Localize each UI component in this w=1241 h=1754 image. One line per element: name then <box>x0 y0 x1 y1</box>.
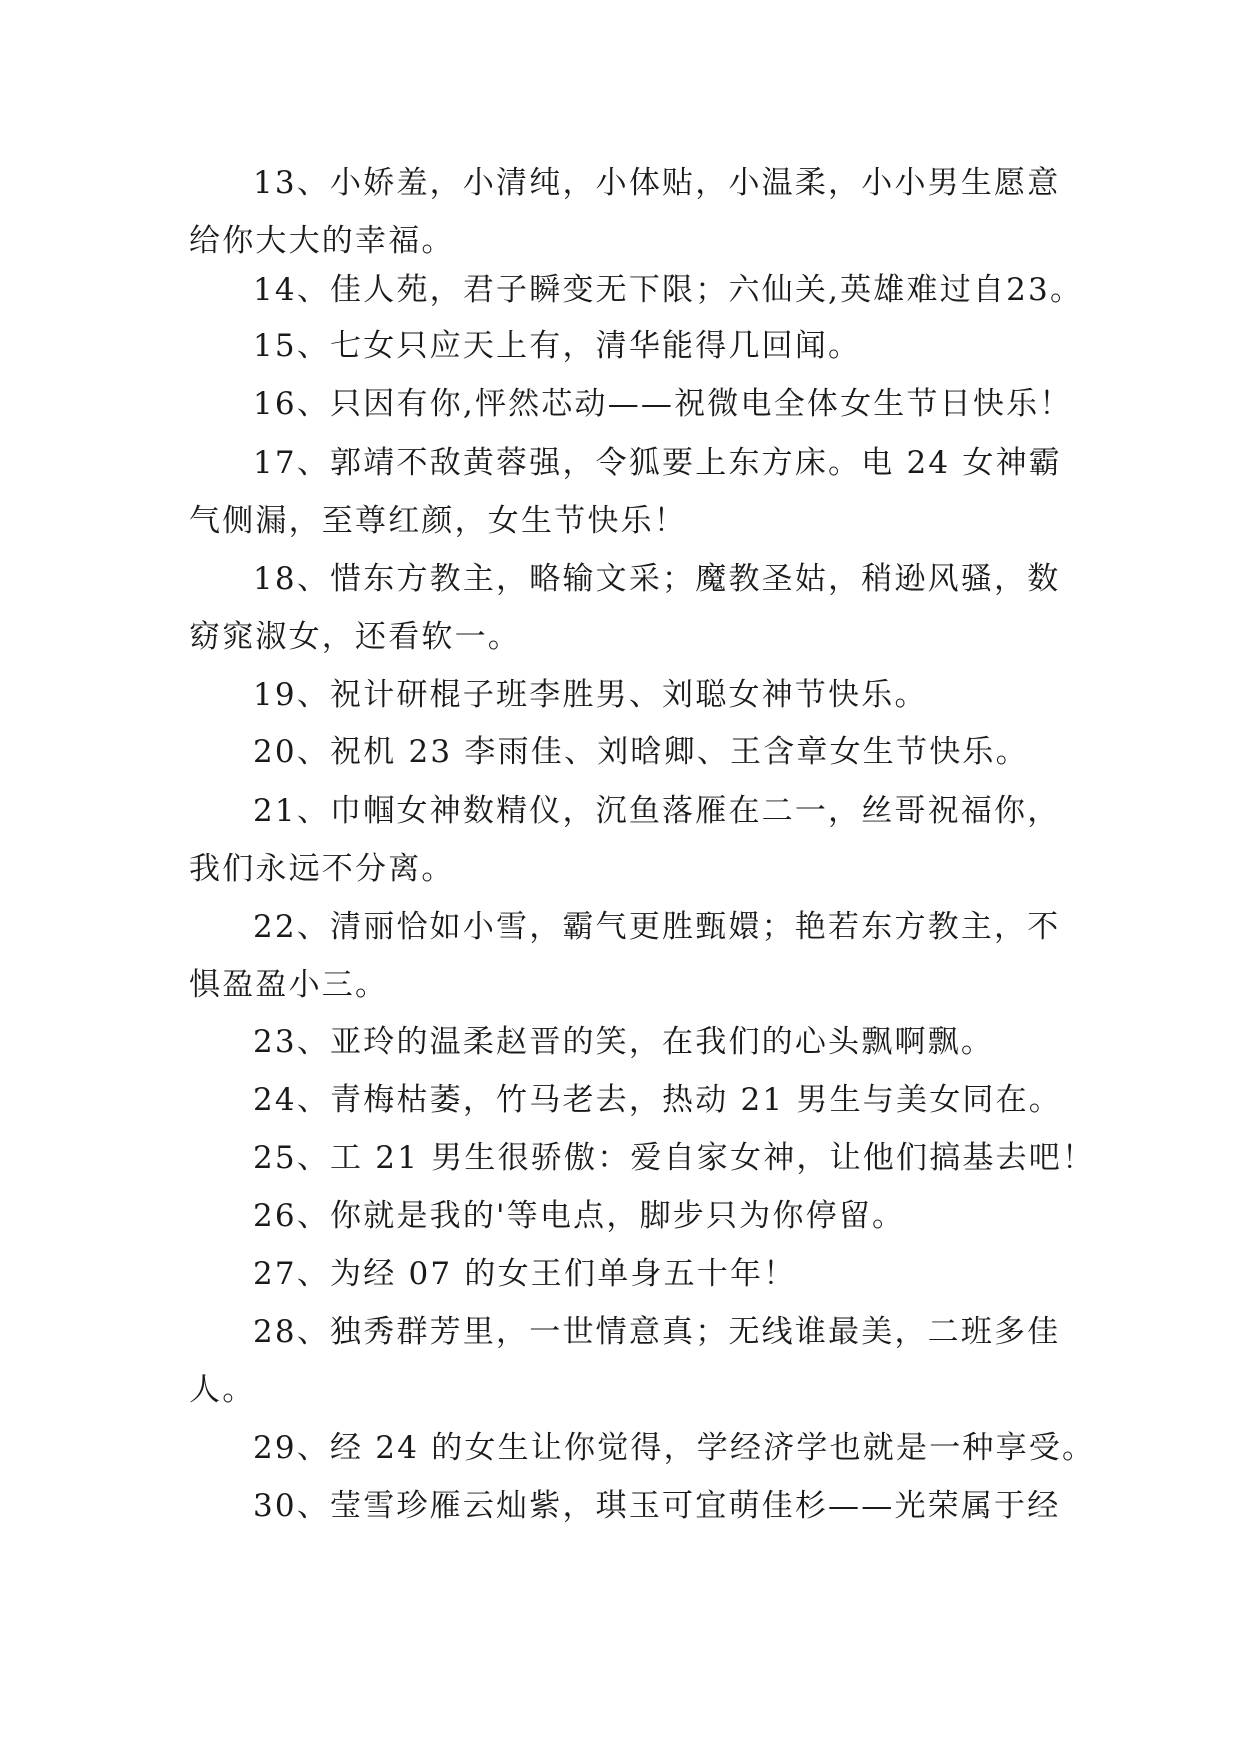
text-line: 人。 <box>189 1372 256 1408</box>
text-line: 26、你就是我的'等电点，脚步只为你停留。 <box>253 1198 906 1234</box>
text-line: 29、经 24 的女生让你觉得，学经济学也就是一种享受。 <box>253 1430 1096 1466</box>
text-line: 17、郭靖不敌黄蓉强，令狐要上东方床。电 24 女神霸 <box>253 445 1062 481</box>
text-line: 13、小娇羞，小清纯，小体贴，小温柔，小小男生愿意 <box>253 165 1061 201</box>
text-line: 25、工 21 男生很骄傲：爱自家女神，让他们搞基去吧！ <box>253 1140 1096 1176</box>
text-line: 15、七女只应天上有，清华能得几回闻。 <box>253 328 862 364</box>
text-line: 30、莹雪珍雁云灿紫，琪玉可宜萌佳杉——光荣属于经 <box>253 1488 1061 1524</box>
text-line: 21、巾帼女神数精仪，沉鱼落雁在二一，丝哥祝福你， <box>253 793 1061 829</box>
text-line: 23、亚玲的温柔赵晋的笑，在我们的心头飘啊飘。 <box>253 1024 995 1060</box>
text-line: 19、祝计研棍子班李胜男、刘聪女神节快乐。 <box>253 677 928 713</box>
text-line: 22、清丽恰如小雪，霸气更胜甄嬛；艳若东方教主，不 <box>253 909 1061 945</box>
text-line: 24、青梅枯萎，竹马老去，热动 21 男生与美女同在。 <box>253 1082 1062 1118</box>
text-line: 我们永远不分离。 <box>189 851 455 887</box>
text-line: 27、为经 07 的女王们单身五十年！ <box>253 1256 797 1292</box>
text-line: 28、独秀群芳里，一世情意真；无线谁最美，二班多佳 <box>253 1314 1061 1350</box>
text-line: 18、惜东方教主，略输文采；魔教圣姑，稍逊风骚，数 <box>253 561 1061 597</box>
text-line: 气侧漏，至尊红颜，女生节快乐！ <box>189 503 687 539</box>
text-line: 14、佳人苑，君子瞬变无下限；六仙关,英雄难过自23。 <box>253 272 1084 308</box>
text-line: 给你大大的幸福。 <box>189 223 455 259</box>
text-line: 16、只因有你,怦然芯动——祝微电全体女生节日快乐！ <box>253 386 1073 422</box>
text-line: 窈窕淑女，还看软一。 <box>189 619 521 655</box>
text-line: 20、祝机 23 李雨佳、刘晗卿、王含章女生节快乐。 <box>253 734 1029 770</box>
text-line: 惧盈盈小三。 <box>189 967 389 1003</box>
